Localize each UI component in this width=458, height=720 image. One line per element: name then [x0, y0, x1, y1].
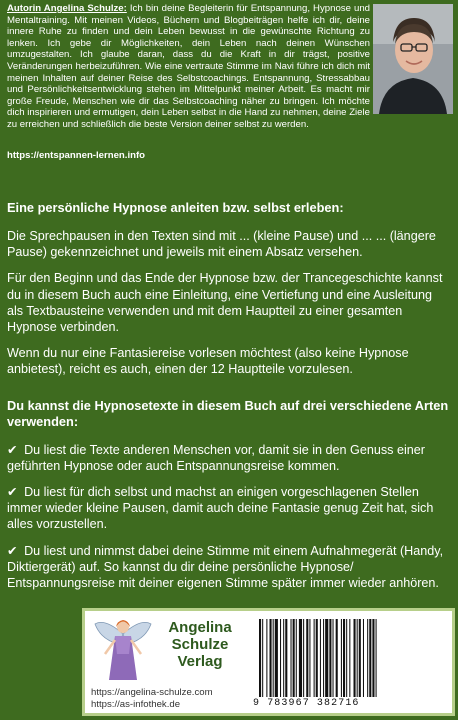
section1-paragraph: Wenn du nur eine Fantasiereise vorlesen möchtest (also keine Hypnose anbietest), reicht es auch, einen der 12 Hauptteile vorzulesen. [7, 346, 409, 377]
publisher-link[interactable]: https://as-infothek.de [91, 699, 181, 710]
barcode-bar [320, 619, 321, 697]
barcode-bar [329, 619, 331, 697]
barcode-bar [325, 619, 328, 697]
section1-heading: Eine persönliche Hypnose anleiten bzw. selbst erleben: [7, 200, 344, 215]
author-bio-text: Ich bin deine Begleiterin für Entspannung, Hypnose und Mentaltraining. Mit meinen Videos, Büchern und Blogbeiträgen helfe ich dir, deine innere Ruhe zu finden und dein Leben bewusst in die gewünschte Richtung zu lenken. Ich gebe dir Möglichkeiten, dein Leben nach deinen Wünschen umzugestalten. Ich glaube daran, dass du die Kraft in dir trägst, positive Veränderungen herbeizuführen. Wie eine vertraute Stimme im Navi führe ich dich mit meinen Inhalten auf deiner Reise des Selbstcoachings. Entspannung, Stressabbau und Persönlichkeitsentwicklung stehen im Mittelpunkt meiner Arbeit. Es macht mir große Freude, Menschen wie dir das Selbstcoaching näher zu bringen. Ich möchte dich inspirieren und ermutigen, dein Leben selbst in die Hand zu nehmen, deine Ziele zu erreichen und schließlich die beste Version deiner selbst zu werden. [7, 3, 370, 130]
isbn-digits: 9 783967 382716 [253, 698, 360, 709]
barcode-bar [270, 619, 272, 697]
barcode-bar [266, 619, 267, 697]
barcode-bar [346, 619, 347, 697]
usage-item [7, 543, 451, 592]
barcode-bar [259, 619, 261, 697]
barcode-bar [323, 619, 324, 697]
publisher-name [155, 619, 245, 670]
barcode-bar [283, 619, 284, 697]
barcode-bar [369, 619, 371, 697]
barcode-bar [359, 619, 361, 697]
author-photo [373, 4, 453, 114]
section2-heading: Du kannst die Hypnosetexte in diesem Buch auf drei verschiedene Arten verwenden: [7, 397, 449, 429]
barcode-bar [291, 619, 292, 697]
section1-paragraph: Für den Beginn und das Ende der Hypnose bzw. der Trancegeschichte kannst du in diesem Buch auch eine Einleitung, eine Vertiefung und eine Ausleitung als Textbausteine verwenden und mit dem Hauptteil zu einer gesamten Hypnose verbinden. [7, 271, 443, 335]
author-bio [7, 3, 370, 131]
barcode-bar [306, 619, 308, 697]
angel-logo-icon [93, 614, 153, 686]
barcode-bar [309, 619, 310, 697]
barcode-bar [303, 619, 304, 697]
barcode-bar [341, 619, 342, 697]
barcode-bar [357, 619, 358, 697]
barcode-bar [262, 619, 263, 697]
barcode-bar [296, 619, 297, 697]
barcode-bar [293, 619, 295, 697]
barcode-bar [316, 619, 318, 697]
barcode-bar [285, 619, 287, 697]
barcode-bar [372, 619, 374, 697]
main-content [7, 200, 451, 601]
section1-paragraph: Die Sprechpausen in den Texten sind mit ... (kleine Pause) und ... ... (längere Pause) gekennzeichnet und jeweils mit einem Absatz versehen. [7, 229, 436, 260]
author-portrait-image [373, 4, 453, 114]
usage-item-text: Du liest die Texte anderen Menschen vor, damit sie in den Genuss einer geführten Hypnose oder auch Entspannungsreise kommen. [7, 442, 425, 473]
barcode-bar [349, 619, 350, 697]
barcode-bar [275, 619, 278, 697]
barcode-bar [314, 619, 315, 697]
author-website-link[interactable]: https://entspannen-lernen.info [7, 150, 146, 161]
checkmark-icon: ✔ [7, 543, 18, 558]
author-label: Autorin Angelina Schulze: [7, 3, 127, 14]
barcode-bar [336, 619, 338, 697]
barcode-bar [363, 619, 364, 697]
publisher-name-line: Verlag [177, 653, 223, 670]
publisher-name-line: Schulze [171, 636, 229, 653]
barcode-bar [273, 619, 274, 697]
barcode-bar [343, 619, 345, 697]
barcode-bar [376, 619, 377, 697]
usage-item [7, 484, 451, 533]
usage-item [7, 442, 451, 474]
checkmark-icon: ✔ [7, 485, 18, 500]
publisher-box [82, 608, 455, 716]
isbn-barcode [257, 619, 450, 697]
barcode-bar [299, 619, 302, 697]
publisher-name-line: Angelina [168, 619, 232, 636]
barcode-bar [367, 619, 368, 697]
usage-item-text: Du liest und nimmst dabei deine Stimme mit einem Aufnahmegerät (Handy, Diktiergerät) auf. So kannst du dir deine persönliche Hypnose/ Entspannungsreise mit deiner eigenen Stimme später immer wieder anhören. [7, 543, 444, 591]
barcode-bar [333, 619, 334, 697]
barcode-bar [354, 619, 356, 697]
publisher-link[interactable]: https://angelina-schulze.com [91, 687, 213, 698]
publisher-links [91, 687, 213, 711]
checkmark-icon: ✔ [7, 442, 18, 457]
usage-item-text: Du liest für dich selbst und machst an einigen vorgeschlagenen Stellen immer wieder kleine Pausen, damit auch deine Fantasie genug Zeit hat, sich alles vorzustellen. [7, 485, 434, 532]
barcode-bar [280, 619, 281, 697]
